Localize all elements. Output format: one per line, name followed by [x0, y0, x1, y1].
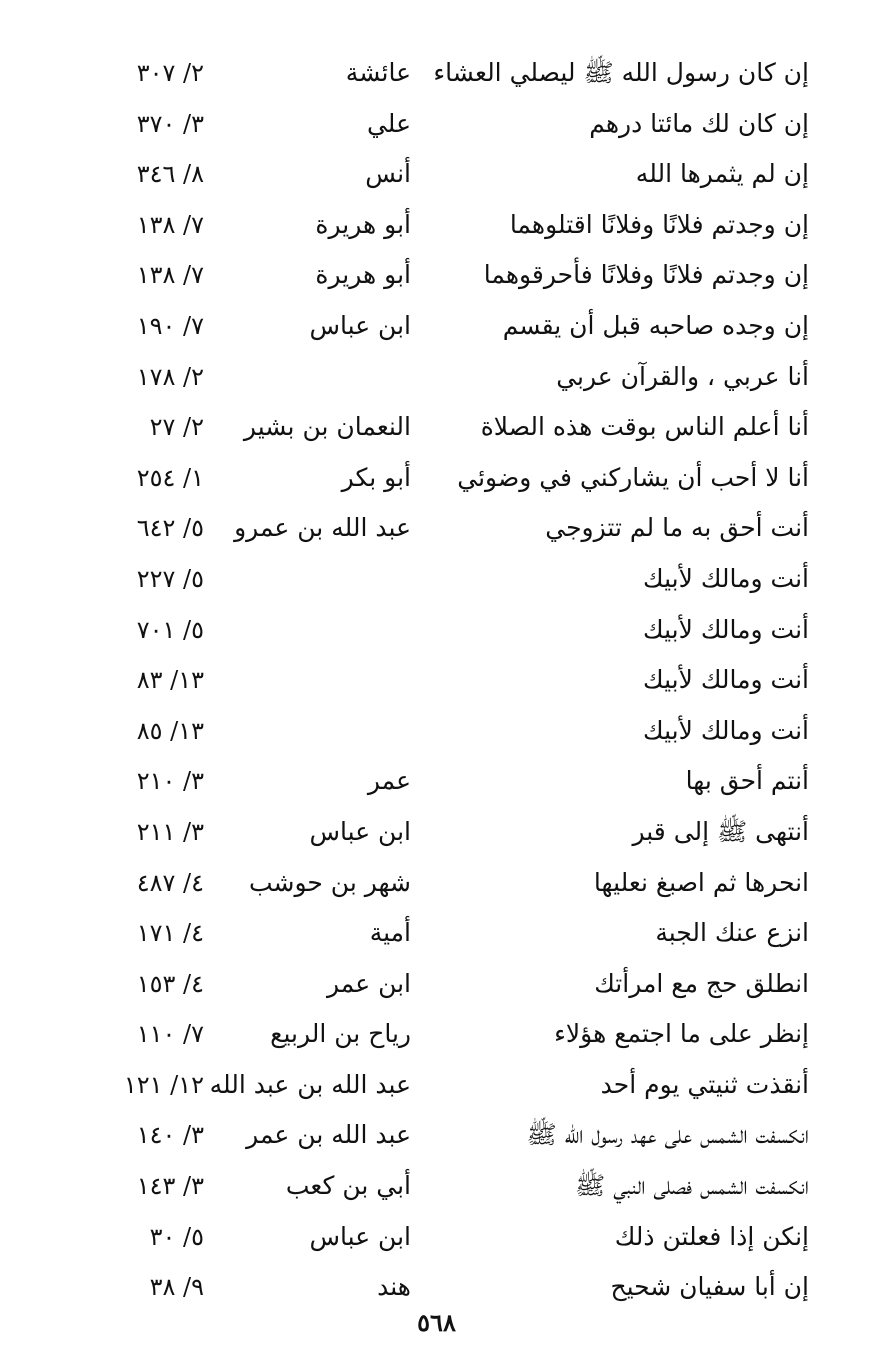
hadith-text: أنا عربي ، والقرآن عربي — [556, 361, 809, 391]
hadith-text: إن كان لك مائتا درهم — [589, 108, 809, 138]
narrator-name: علي — [366, 108, 411, 138]
hadith-text: إن كان رسول الله ﷺ ليصلي العشاء — [433, 58, 809, 87]
volume-page-reference: ٤/ ٤٨٧ — [136, 868, 204, 897]
narrator-name: ابن عباس — [309, 816, 411, 846]
index-row — [0, 503, 873, 554]
hadith-text: إن أبا سفيان شحيح — [610, 1272, 809, 1302]
index-row — [0, 200, 873, 251]
narrator-name: عبد الله بن عبد الله — [209, 1069, 411, 1099]
hadith-text: إن وجدتم فلانًا وفلانًا اقتلوهما — [509, 209, 809, 239]
hadith-text: أنقذت ثنيتي يوم أحد — [600, 1069, 809, 1099]
hadith-text: أنت ومالك لأبيك — [643, 563, 809, 593]
volume-page-reference: ٥/ ٢٢٧ — [136, 564, 204, 593]
narrator-name — [171, 605, 411, 656]
hadith-index-list — [0, 48, 873, 1313]
index-row — [0, 402, 873, 453]
index-row — [0, 1262, 873, 1313]
volume-page-reference: ٥/ ٦٤٢ — [136, 514, 204, 543]
volume-page-reference: ٢/ ٣٠٧ — [136, 59, 204, 87]
volume-page-reference: ٣/ ١٤٣ — [136, 1172, 204, 1201]
volume-page-reference: ١٣/ ٨٣ — [136, 666, 204, 695]
narrator-name: أبو هريرة — [315, 209, 411, 239]
hadith-text: إن لم يثمرها الله — [635, 159, 809, 189]
volume-page-reference: ٧/ ١٩٠ — [136, 311, 204, 340]
index-row — [0, 301, 873, 352]
narrator-name: هند — [377, 1272, 411, 1302]
hadith-text: أنتهى ﷺ إلى قبر — [632, 816, 809, 846]
narrator-name — [171, 352, 411, 403]
hadith-text: أنت ومالك لأبيك — [643, 665, 809, 695]
index-row — [0, 807, 873, 858]
narrator-name: عبد الله بن عمرو — [234, 513, 411, 543]
index-row — [0, 149, 873, 200]
narrator-name: النعمان بن بشير — [243, 412, 411, 442]
narrator-name: أمية — [369, 918, 411, 948]
narrator-name: ابن عباس — [309, 1221, 411, 1251]
hadith-text: إن وجده صاحبه قبل أن يقسم — [502, 310, 809, 340]
narrator-name: عمر — [367, 766, 411, 796]
index-row — [0, 908, 873, 959]
index-row — [0, 1009, 873, 1060]
index-row — [0, 706, 873, 757]
volume-page-reference: ٥/ ٣٠ — [149, 1222, 204, 1251]
narrator-name — [171, 706, 411, 757]
narrator-name: شهر بن حوشب — [248, 867, 411, 897]
hadith-text: انكسفت الشمس على عهد رسول الله ﷺ — [526, 1120, 809, 1150]
narrator-name: أبو هريرة — [315, 260, 411, 290]
index-row — [0, 1110, 873, 1161]
narrator-name: ابن عمر — [326, 968, 411, 998]
narrator-name: رياح بن الربيع — [270, 1019, 411, 1049]
index-row — [0, 453, 873, 504]
hadith-text: انطلق حج مع امرأتك — [594, 968, 809, 998]
volume-page-reference: ١٢/ ١٢١ — [123, 1070, 204, 1099]
index-row — [0, 1060, 873, 1111]
volume-page-reference: ٢/ ٢٧ — [149, 413, 204, 442]
volume-page-reference: ١٣/ ٨٥ — [136, 716, 204, 745]
index-row — [0, 605, 873, 656]
volume-page-reference: ٤/ ١٧١ — [136, 919, 204, 948]
volume-page-reference: ٨/ ٣٤٦ — [136, 160, 204, 189]
index-row — [0, 250, 873, 301]
narrator-name — [171, 655, 411, 706]
index-row — [0, 756, 873, 807]
hadith-text: انزع عنك الجبة — [655, 918, 809, 948]
hadith-text: إن وجدتم فلانًا وفلانًا فأحرقوهما — [483, 260, 809, 290]
hadith-text: أنتم أحق بها — [685, 766, 809, 796]
index-row — [0, 352, 873, 403]
hadith-text: أنا أعلم الناس بوقت هذه الصلاة — [480, 412, 809, 442]
volume-page-reference: ٣/ ٣٧٠ — [136, 109, 204, 138]
hadith-text: إنكن إذا فعلتن ذلك — [614, 1221, 809, 1251]
narrator-name: أنس — [365, 159, 411, 189]
narrator-name: عبد الله بن عمر — [246, 1120, 411, 1150]
volume-page-reference: ٣/ ٢١١ — [136, 817, 204, 846]
narrator-name — [171, 554, 411, 605]
narrator-name: عائشة — [345, 58, 411, 87]
index-row — [0, 554, 873, 605]
hadith-text: أنت ومالك لأبيك — [643, 614, 809, 644]
hadith-text: أنت ومالك لأبيك — [643, 715, 809, 745]
volume-page-reference: ٢/ ١٧٨ — [136, 362, 204, 391]
narrator-name: أبو بكر — [341, 462, 411, 492]
hadith-text: أنت أحق به ما لم تتزوجي — [545, 513, 809, 543]
page-number: ٥٦٨ — [417, 1308, 456, 1337]
hadith-text: أنا لا أحب أن يشاركني في وضوئي — [457, 462, 809, 492]
index-row — [0, 858, 873, 909]
volume-page-reference: ١/ ٢٥٤ — [136, 463, 204, 492]
index-row — [0, 48, 873, 99]
index-row — [0, 1161, 873, 1212]
volume-page-reference: ٥/ ٧٠١ — [136, 615, 204, 644]
volume-page-reference: ٣/ ٢١٠ — [136, 767, 204, 796]
hadith-text: إنظر على ما اجتمع هؤلاء — [554, 1019, 809, 1049]
volume-page-reference: ٧/ ١٣٨ — [136, 210, 204, 239]
narrator-name: أبي بن كعب — [285, 1171, 411, 1201]
hadith-text: انحرها ثم اصبغ نعليها — [593, 867, 809, 897]
index-row — [0, 99, 873, 150]
volume-page-reference: ٧/ ١٣٨ — [136, 261, 204, 290]
volume-page-reference: ٤/ ١٥٣ — [136, 969, 204, 998]
index-row — [0, 655, 873, 706]
narrator-name: ابن عباس — [309, 310, 411, 340]
hadith-text: انكسفت الشمس فصلى النبي ﷺ — [575, 1171, 809, 1201]
volume-page-reference: ٣/ ١٤٠ — [136, 1121, 204, 1150]
volume-page-reference: ٩/ ٣٨ — [149, 1273, 204, 1302]
volume-page-reference: ٧/ ١١٠ — [136, 1020, 204, 1049]
index-row — [0, 959, 873, 1010]
index-row — [0, 1212, 873, 1263]
